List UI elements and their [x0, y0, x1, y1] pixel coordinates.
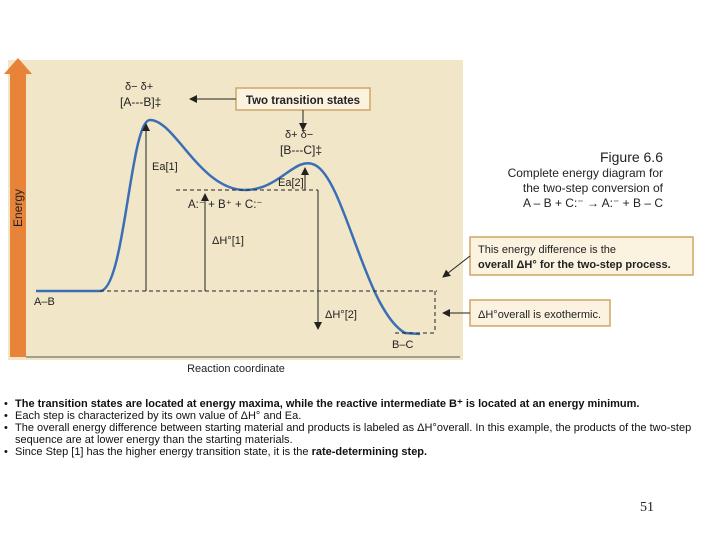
intermediate-label: A:⁻ + B⁺ + C:⁻	[188, 199, 263, 211]
bullet-list	[4, 398, 716, 458]
overall-difference-callout	[470, 237, 693, 275]
product-label: B–C	[392, 339, 414, 351]
dh2-label: ΔH°[2]	[325, 309, 357, 321]
ts-callout-text: Two transition states	[245, 95, 361, 107]
bullet-item	[4, 398, 716, 410]
bullet-bold-text: rate-determining step.	[311, 446, 428, 458]
energy-curve	[36, 120, 420, 334]
reactant-label: A–B	[34, 296, 55, 308]
page-number: 51	[640, 500, 654, 515]
ea2-label: Ea[2]	[278, 177, 304, 189]
exo-callout-text: ΔH°overall is exothermic.	[478, 309, 602, 321]
ts1-label: [A---B]‡	[120, 95, 162, 109]
ts2-label: [B---C]‡	[280, 143, 322, 157]
ts2-charges: δ+ δ−	[285, 129, 314, 141]
exothermic-callout	[470, 300, 610, 326]
diff-callout-line2: overall ΔH° for the two-step process.	[478, 259, 671, 271]
bullet-item: • Each step is characterized by its own value of ΔH° and Ea.	[4, 410, 716, 422]
bullet-item: • The overall energy difference between starting material and products is labeled as ΔH°overall. In this example, the products of the two-step sequence are at lower energy than the starting materials.	[4, 422, 716, 446]
ea1-label: Ea[1]	[152, 161, 178, 173]
figure-number: Figure 6.6	[599, 149, 663, 165]
caption-line-2: the two-step conversion of	[522, 181, 663, 195]
caption-line-1: Complete energy diagram for	[507, 166, 663, 180]
dh1-label: ΔH°[1]	[212, 235, 244, 247]
figure-caption	[470, 150, 663, 211]
y-axis-label: Energy	[11, 188, 25, 228]
diff-callout-line1: This energy difference is the	[478, 244, 616, 256]
x-axis-label: Reaction coordinate	[187, 363, 285, 375]
ts-callout	[236, 88, 370, 110]
bullet-item: • Since Step [1] has the higher energy transition state, it is the rate-determining step.	[4, 446, 716, 458]
bullet-bold-text: The transition states are located at energy maxima, while the reactive intermediate B⁺ is located at an energy minimum.	[15, 398, 640, 410]
ts1-charges: δ− δ+	[125, 81, 154, 93]
caption-line-3: A – B + C:⁻ → A:⁻ + B – C	[522, 196, 663, 210]
diff-pointer	[443, 256, 470, 277]
